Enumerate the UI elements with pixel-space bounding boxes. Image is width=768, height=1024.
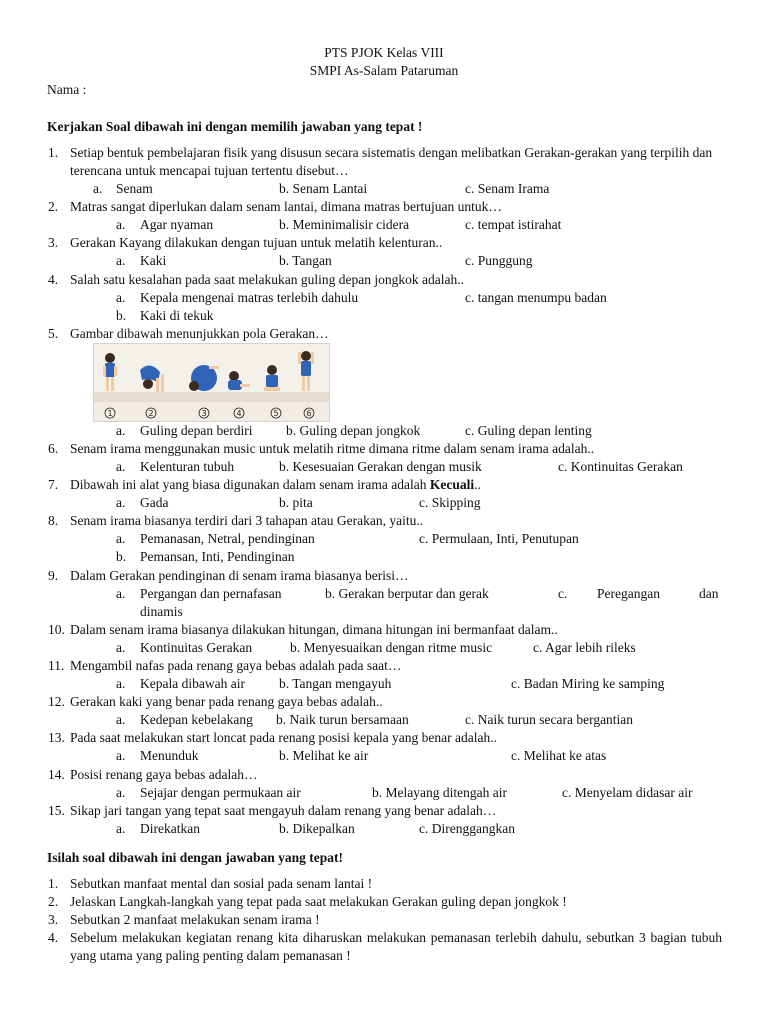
question-text: Posisi renang gaya bebas adalah… — [70, 767, 258, 782]
option-a: a. — [116, 676, 126, 691]
school-name: SMPI As-Salam Pataruman — [309, 63, 459, 78]
question-7 — [48, 476, 722, 494]
question-number: 8. — [48, 513, 59, 528]
option-b: b. Meminimalisir cidera — [279, 217, 410, 232]
question-number: 9. — [48, 568, 59, 583]
option-b: b. Senam Lantai — [279, 181, 368, 196]
option-c: c. Direnggangkan — [419, 821, 515, 836]
option-a: a. — [93, 181, 103, 196]
question-text: Dibawah ini alat yang biasa digunakan dalam senam irama adalah — [70, 477, 430, 492]
option-b: b. Melayang ditengah air — [372, 785, 507, 800]
option-b: b. Kesesuaian Gerakan dengan musik — [279, 459, 482, 474]
option-c-text: Peregangan — [597, 586, 660, 601]
option-a-text: Guling depan berdiri — [140, 423, 253, 438]
question-5 — [48, 325, 722, 343]
question-number: 2. — [48, 199, 59, 214]
question-number: 7. — [48, 477, 59, 492]
question-14 — [48, 766, 722, 784]
question-number: 4. — [48, 930, 59, 945]
option-a-text: Kontinuitas Gerakan — [140, 640, 253, 655]
forward-roll-figure — [93, 343, 330, 422]
question-number: 11. — [48, 658, 65, 673]
option-a-text: Kaki — [140, 253, 167, 268]
essay-question-3 — [48, 911, 722, 929]
question-number: 12. — [48, 694, 65, 709]
question-13 — [48, 729, 722, 747]
option-a-text: Direkatkan — [140, 821, 200, 836]
question-text: Matras sangat diperlukan dalam senam lantai, dimana matras bertujuan untuk… — [70, 199, 502, 214]
question-text: Jelaskan Langkah-langkah yang tepat pada saat melakukan Gerakan guling depan jongkok ! — [70, 894, 567, 909]
option-c: c. Agar lebih rileks — [533, 640, 636, 655]
option-a-text: Kedepan kebelakang — [140, 712, 253, 727]
option-b: b. Guling depan jongkok — [286, 423, 421, 438]
option-a: a. — [116, 712, 126, 727]
question-number: 1. — [48, 145, 59, 160]
option-a-text: Agar nyaman — [140, 217, 214, 232]
option-a: a. — [116, 459, 126, 474]
question-text: Senam irama biasanya terdiri dari 3 tahapan atau Gerakan, yaitu.. — [70, 513, 424, 528]
figure-number-4: 4 — [236, 409, 242, 418]
essay-question-4 — [48, 929, 722, 965]
question-text: Setiap bentuk pembelajaran fisik yang disusun secara sistematis dengan melibatkan Gerakan-gerakan yang terpilih dan terencana untuk mencapai tujuan tertentu disebut… — [70, 145, 713, 179]
question-3 — [48, 234, 722, 252]
option-c: c. Punggung — [465, 253, 533, 268]
doc-title: PTS PJOK Kelas VIII — [324, 45, 444, 60]
question-text: Dalam senam irama biasanya dilakukan hitungan, dimana hitungan ini bermanfaat dalam.. — [70, 622, 558, 637]
figure-number-6: 6 — [306, 409, 312, 418]
question-text: Sebutkan manfaat mental dan sosial pada senam lantai ! — [70, 876, 373, 891]
question-text: Salah satu kesalahan pada saat melakukan guling depan jongkok adalah.. — [70, 272, 464, 287]
question-text-end: .. — [474, 477, 481, 492]
question-text: Pada saat melakukan start loncat pada renang posisi kepala yang benar adalah.. — [70, 730, 497, 745]
question-text: Mengambil nafas pada renang gaya bebas adalah pada saat… — [70, 658, 402, 673]
option-a-text: Kelenturan tubuh — [140, 459, 235, 474]
question-text: Sikap jari tangan yang tepat saat mengayuh dalam renang yang benar adalah… — [70, 803, 497, 818]
question-text: Sebelum melakukan kegiatan renang kita diharuskan melakukan pemanasan terlebih dahulu, sebutkan 3 bagian tubuh yang utama yang paling penting dalam pemanasan ! — [70, 930, 722, 964]
option-c: c. tempat istirahat — [465, 217, 562, 232]
option-b: b. Tangan mengayuh — [279, 676, 392, 691]
essay-question-2 — [48, 893, 722, 911]
option-b: b. Naik turun bersamaan — [276, 712, 409, 727]
option-a: a. — [116, 640, 126, 655]
option-a-text: Senam — [116, 181, 153, 196]
option-a-text: Gada — [140, 495, 169, 510]
option-a-text: Menunduk — [140, 748, 199, 763]
option-b: b. — [116, 308, 127, 323]
question-12 — [48, 693, 722, 711]
option-a-text-cont: dinamis — [140, 604, 183, 619]
option-a-text: Pemanasan, Netral, pendinginan — [140, 531, 315, 546]
question-text: Senam irama menggunakan music untuk melatih ritme dimana ritme dalam senam irama adalah.. — [70, 441, 595, 456]
option-b: b. pita — [279, 495, 313, 510]
question-number: 15. — [48, 803, 65, 818]
option-b: b. Dikepalkan — [279, 821, 355, 836]
option-a-text: Kepala mengenai matras terlebih dahulu — [140, 290, 359, 305]
question-text: Gambar dibawah menunjukkan pola Gerakan… — [70, 326, 329, 341]
question-number: 10. — [48, 622, 65, 637]
question-11 — [48, 657, 722, 675]
option-c: c. Menyelam didasar air — [562, 785, 693, 800]
option-c: c. Kontinuitas Gerakan — [558, 459, 683, 474]
option-b-text: Pemansan, Inti, Pendinginan — [140, 549, 295, 564]
question-1 — [48, 144, 722, 180]
option-c: c. Melihat ke atas — [511, 748, 607, 763]
option-a-text: Sejajar dengan permukaan air — [140, 785, 301, 800]
option-a: a. — [116, 495, 126, 510]
option-a: a. — [116, 217, 126, 232]
question-text: Gerakan kaki yang benar pada renang gaya bebas adalah.. — [70, 694, 383, 709]
option-c: c. Skipping — [419, 495, 481, 510]
option-c-letter: c. — [558, 586, 568, 601]
option-a: a. — [116, 586, 126, 601]
option-c-text-2: dan — [699, 586, 719, 601]
option-b: b. Melihat ke air — [279, 748, 369, 763]
option-a: a. — [116, 290, 126, 305]
question-text: Dalam Gerakan pendinginan di senam irama biasanya berisi… — [70, 568, 409, 583]
question-number: 3. — [48, 912, 59, 927]
option-a: a. — [116, 748, 126, 763]
option-c: c. Badan Miring ke samping — [511, 676, 665, 691]
question-number: 6. — [48, 441, 59, 456]
option-b: b. Tangan — [279, 253, 332, 268]
option-a: a. — [116, 821, 126, 836]
question-text: Gerakan Kayang dilakukan dengan tujuan untuk melatih kelenturan.. — [70, 235, 443, 250]
option-b: b. Menyesuaikan dengan ritme music — [290, 640, 493, 655]
figure-number-3: 3 — [201, 409, 207, 418]
question-4 — [48, 271, 722, 289]
question-number: 14. — [48, 767, 65, 782]
essay-question-1 — [48, 875, 722, 893]
question-text-emphasis: Kecuali — [429, 477, 475, 492]
option-a: a. — [116, 531, 126, 546]
question-number: 5. — [48, 326, 59, 341]
option-a-text: Pergangan dan pernafasan — [140, 586, 282, 601]
option-a: a. — [116, 423, 126, 438]
option-c: c. Naik turun secara bergantian — [465, 712, 634, 727]
option-a: a. — [116, 785, 126, 800]
question-10 — [48, 621, 722, 639]
question-text: Sebutkan 2 manfaat melakukan senam irama ! — [70, 912, 320, 927]
section1-instruction: Kerjakan Soal dibawah ini dengan memilih jawaban yang tepat ! — [47, 119, 423, 134]
question-8 — [48, 512, 722, 530]
name-label: Nama : — [47, 82, 87, 97]
figure-number-2: 2 — [148, 409, 154, 418]
section2-instruction: Isilah soal dibawah ini dengan jawaban yang tepat! — [47, 850, 343, 865]
option-b-text: Kaki di tekuk — [140, 308, 214, 323]
figure-number-5: 5 — [273, 409, 279, 418]
option-c: c. Permulaan, Inti, Penutupan — [419, 531, 579, 546]
question-9 — [48, 567, 722, 585]
figure-number-1: 1 — [107, 409, 113, 418]
option-a-text: Kepala dibawah air — [140, 676, 245, 691]
option-b: b. — [116, 549, 127, 564]
question-6 — [48, 440, 722, 458]
question-number: 3. — [48, 235, 59, 250]
option-a: a. — [116, 253, 126, 268]
forward-roll-illustration — [94, 344, 329, 421]
question-number: 1. — [48, 876, 59, 891]
question-15 — [48, 802, 722, 820]
option-c: c. tangan menumpu badan — [465, 290, 607, 305]
question-number: 13. — [48, 730, 65, 745]
option-b: b. Gerakan berputar dan gerak — [325, 586, 489, 601]
question-2 — [48, 198, 722, 216]
question-number: 4. — [48, 272, 59, 287]
question-number: 2. — [48, 894, 59, 909]
option-c: c. Senam Irama — [465, 181, 550, 196]
option-c: c. Guling depan lenting — [465, 423, 592, 438]
